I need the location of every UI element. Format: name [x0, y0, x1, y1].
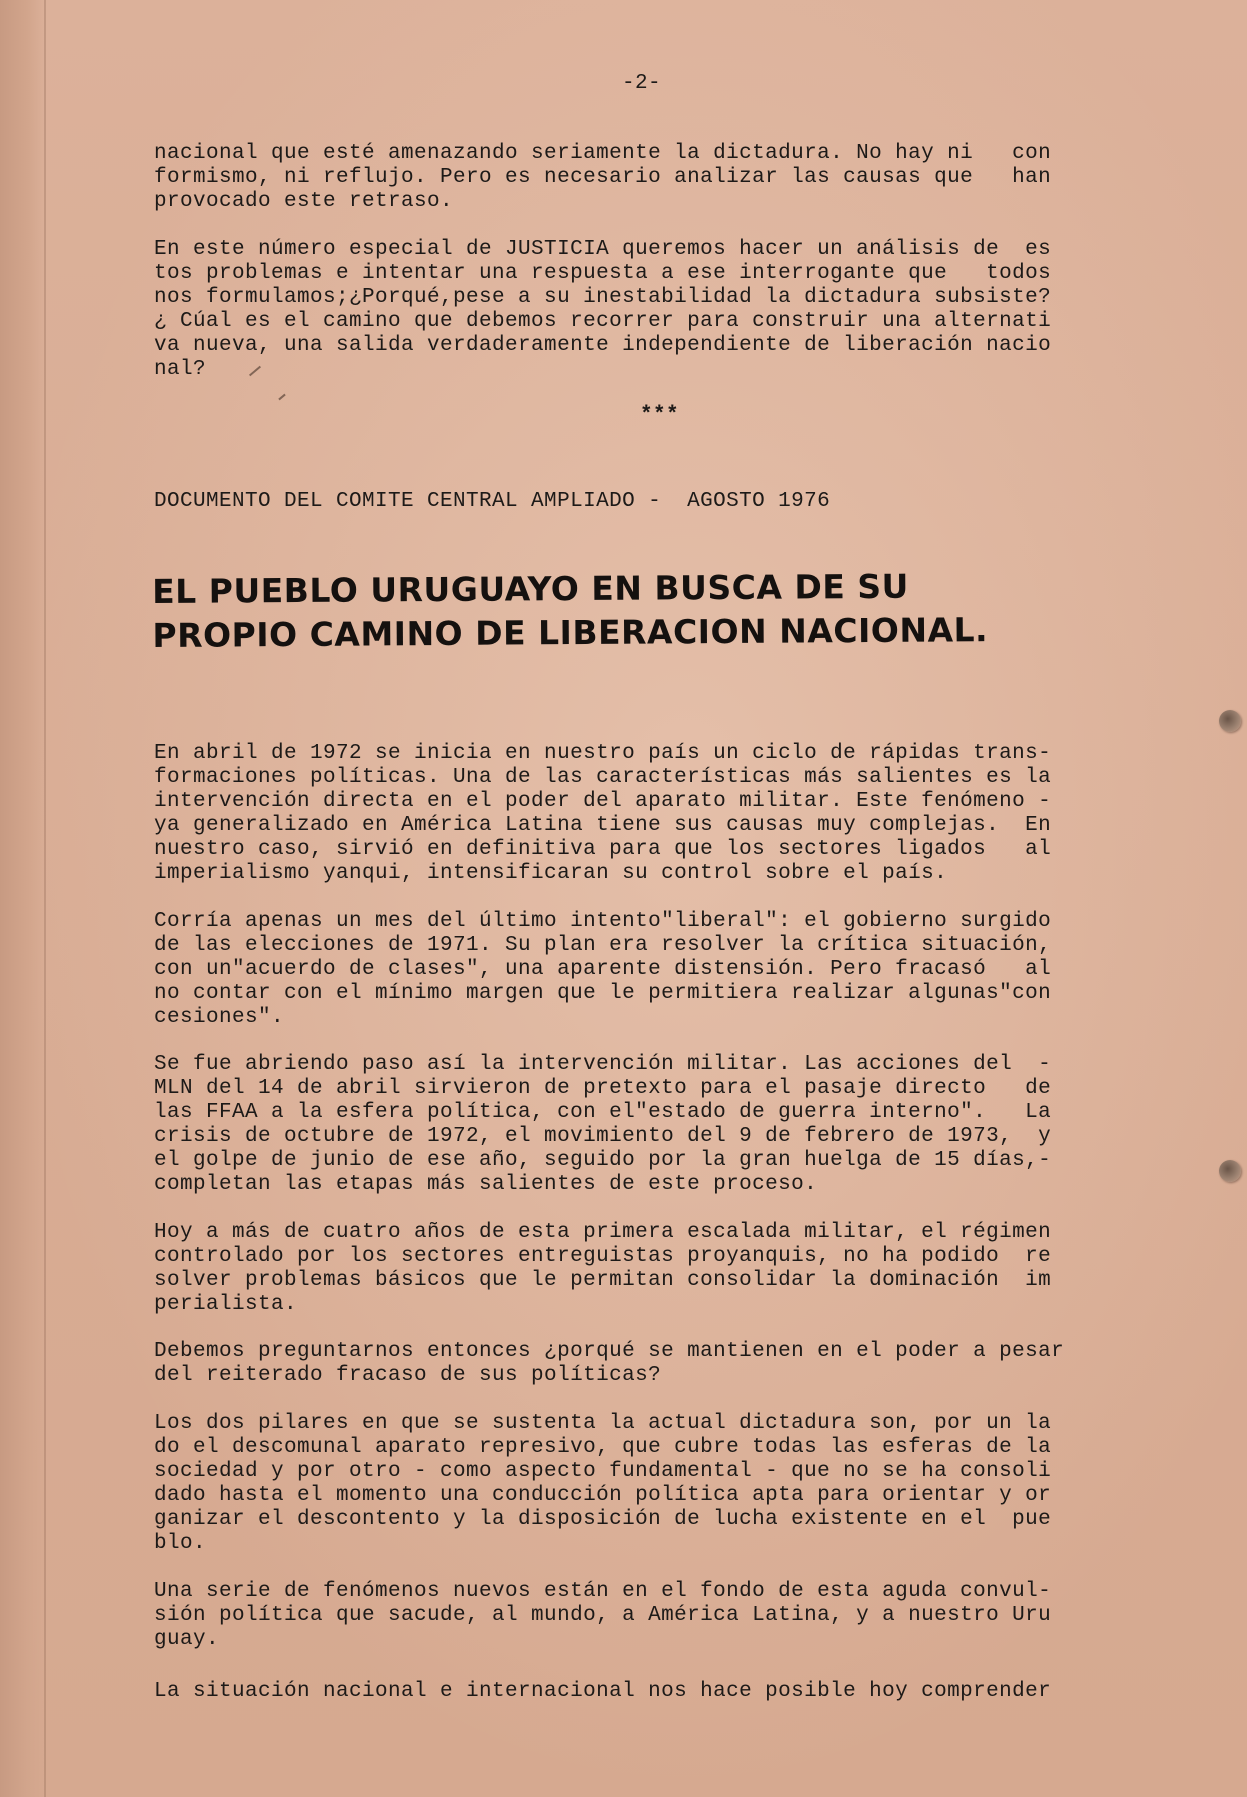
- text-line: Corría apenas un mes del último intento"liberal": el gobierno surgido: [154, 910, 1052, 933]
- text-line: del reiterado fracaso de sus políticas?: [154, 1364, 662, 1387]
- text-line: nos formulamos;¿Porqué,pese a su inestabilidad la dictadura subsiste?: [154, 286, 1052, 309]
- text-line: completan las etapas más salientes de este proceso.: [154, 1173, 818, 1196]
- page-number: -2-: [622, 72, 662, 95]
- text-line: La situación nacional e internacional nos hace posible hoy comprender: [154, 1680, 1052, 1703]
- text-line: el golpe de junio de ese año, seguido por la gran huelga de 15 días,-: [154, 1149, 1052, 1172]
- text-line: perialista.: [154, 1293, 298, 1316]
- text-line: intervención directa en el poder del aparato militar. Este fenómeno -: [154, 790, 1052, 813]
- text-line: Debemos preguntarnos entonces ¿porqué se mantienen en el poder a pesar: [154, 1340, 1065, 1363]
- text-line: MLN del 14 de abril sirvieron de pretexto para el pasaje directo de: [154, 1077, 1052, 1100]
- body-paragraph-6: [154, 1412, 1051, 1556]
- text-line: va nueva, una salida verdaderamente independiente de liberación nacio: [154, 334, 1052, 357]
- text-line: cesiones".: [154, 1006, 285, 1029]
- intro-paragraph-2: [154, 238, 1051, 382]
- text-line: do el descomunal aparato represivo, que cubre todas las esferas de la: [154, 1436, 1052, 1459]
- body-paragraph-7: [154, 1580, 1051, 1652]
- body-paragraph-2: [154, 910, 1051, 1030]
- headline-line-1: EL PUEBLO URUGUAYO EN BUSCA DE SU: [152, 566, 910, 611]
- text-line: sociedad y por otro - como aspecto fundamental - que no se ha consoli: [154, 1460, 1052, 1483]
- text-line: ¿ Cúal es el camino que debemos recorrer para construir una alternati: [154, 310, 1052, 333]
- text-line: formismo, ni reflujo. Pero es necesario analizar las causas que han: [154, 166, 1052, 189]
- text-line: las FFAA a la esfera política, con el"estado de guerra interno". La: [154, 1101, 1052, 1124]
- text-line: solver problemas básicos que le permitan consolidar la dominación im: [154, 1269, 1052, 1292]
- text-line: ya generalizado en América Latina tiene sus causas muy complejas. En: [154, 814, 1052, 837]
- text-line: blo.: [154, 1532, 207, 1555]
- punch-hole-upper: [1219, 710, 1241, 732]
- text-line: crisis de octubre de 1972, el movimiento del 9 de febrero de 1973, y: [154, 1125, 1052, 1148]
- text-line: Los dos pilares en que se sustenta la actual dictadura son, por un la: [154, 1412, 1052, 1435]
- text-line: no contar con el mínimo margen que le permitiera realizar algunas"con: [154, 982, 1052, 1005]
- text-line: En abril de 1972 se inicia en nuestro país un ciclo de rápidas trans-: [154, 742, 1052, 765]
- text-line: formaciones políticas. Una de las características más salientes es la: [154, 766, 1052, 789]
- text-line: nal?: [154, 358, 207, 381]
- body-paragraph-1: [154, 742, 1051, 886]
- text-line: nacional que esté amenazando seriamente la dictadura. No hay ni con: [154, 142, 1052, 165]
- text-line: tos problemas e intentar una respuesta a ese interrogante que todos: [154, 262, 1052, 285]
- document-header: DOCUMENTO DEL COMITE CENTRAL AMPLIADO - AGOSTO 1976: [154, 490, 831, 513]
- text-line: En este número especial de JUSTICIA queremos hacer un análisis de es: [154, 238, 1052, 261]
- text-line: dado hasta el momento una conducción política apta para orientar y or: [154, 1484, 1052, 1507]
- text-line: Se fue abriendo paso así la intervención militar. Las acciones del -: [154, 1053, 1052, 1076]
- text-line: Una serie de fenómenos nuevos están en el fondo de esta aguda convul-: [154, 1580, 1052, 1603]
- body-paragraph-3: [154, 1053, 1051, 1197]
- text-line: con un"acuerdo de clases", una aparente distensión. Pero fracasó al: [154, 958, 1052, 981]
- intro-paragraph-1: [154, 142, 1051, 214]
- text-line: Hoy a más de cuatro años de esta primera escalada militar, el régimen: [154, 1221, 1052, 1244]
- body-paragraph-4: [154, 1221, 1051, 1317]
- text-line: provocado este retraso.: [154, 190, 454, 213]
- paper-left-edge: [0, 0, 46, 1797]
- paper-fold-line: [44, 0, 46, 1797]
- pen-mark: [278, 394, 285, 401]
- headline-line-2: PROPIO CAMINO DE LIBERACION NACIONAL.: [152, 610, 989, 655]
- text-line: de las elecciones de 1971. Su plan era resolver la crítica situación,: [154, 934, 1052, 957]
- text-line: guay.: [154, 1628, 220, 1651]
- text-line: controlado por los sectores entreguistas proyanquis, no ha podido re: [154, 1245, 1052, 1268]
- section-separator: ***: [640, 404, 680, 427]
- punch-hole-lower: [1219, 1160, 1241, 1182]
- text-line: imperialismo yanqui, intensificaran su control sobre el país.: [154, 862, 948, 885]
- body-paragraph-5: [154, 1340, 1064, 1388]
- text-line: ganizar el descontento y la disposición de lucha existente en el pue: [154, 1508, 1052, 1531]
- text-line: sión política que sacude, al mundo, a América Latina, y a nuestro Uru: [154, 1604, 1052, 1627]
- headline: [152, 564, 988, 658]
- body-paragraph-8: [154, 1680, 1051, 1704]
- text-line: nuestro caso, sirvió en definitiva para que los sectores ligados al: [154, 838, 1052, 861]
